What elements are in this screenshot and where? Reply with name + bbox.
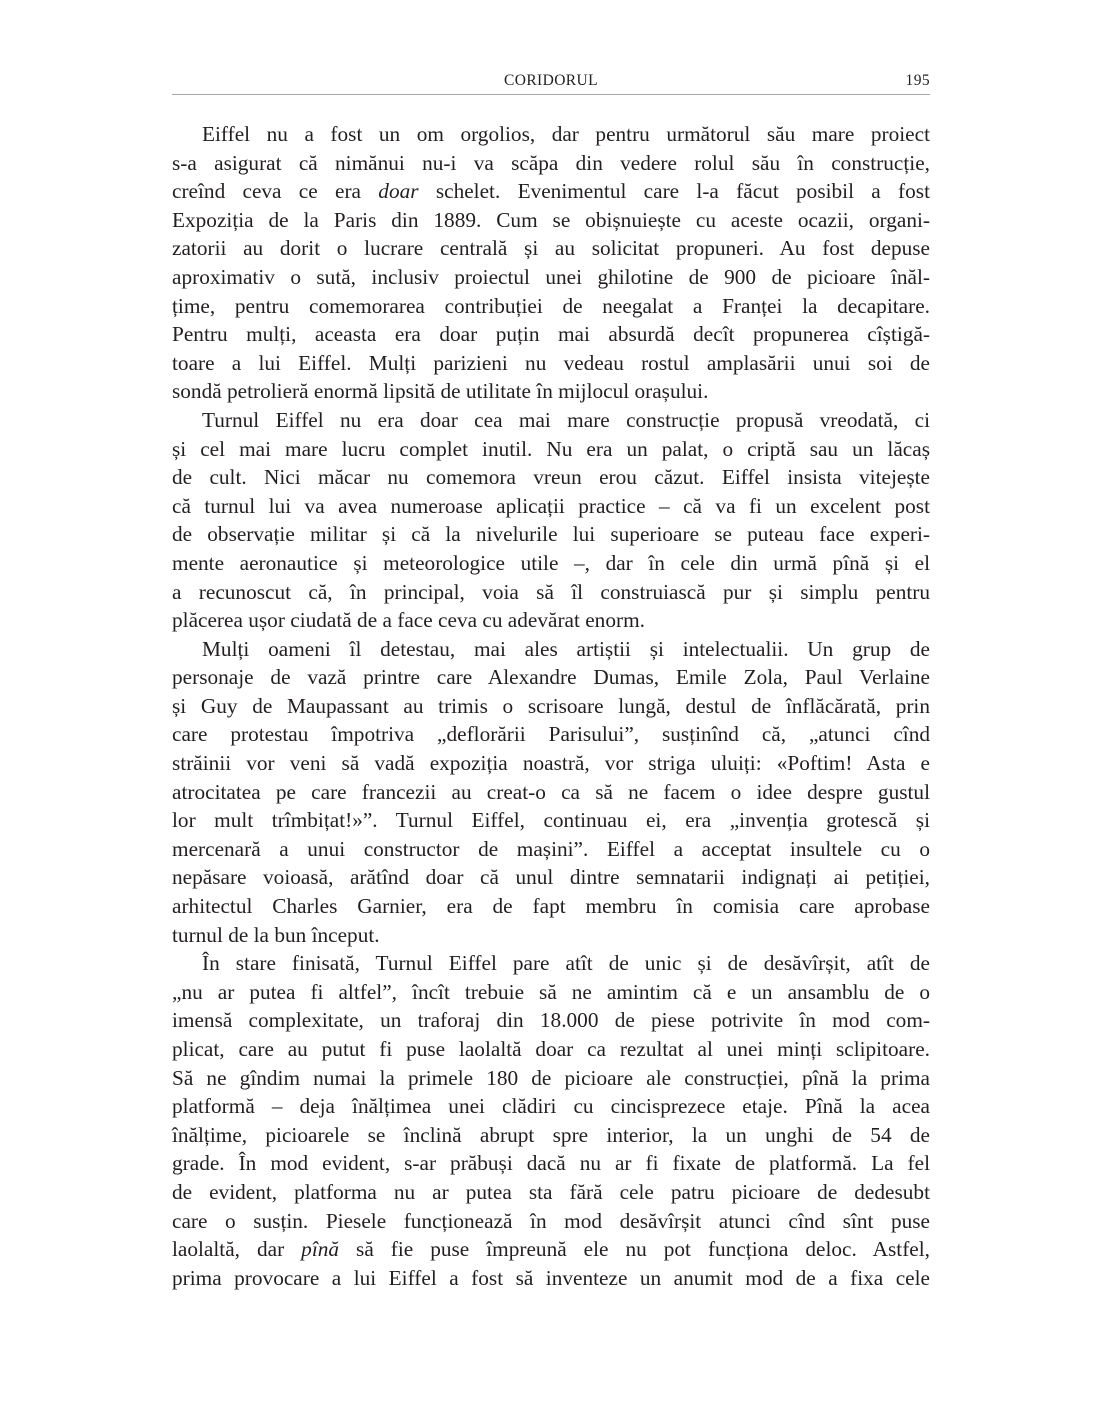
text-line: imensă complexitate, un traforaj din 18.000 de piese potrivite în mod com- [172, 1008, 930, 1033]
book-page [172, 0, 930, 1422]
text-line: care protestau împotriva „deflorării Parisului”, susținînd că, „atunci cînd [172, 722, 930, 747]
text-line: creînd ceva ce era doar schelet. Evenimentul care l-a făcut posibil a fost [172, 179, 930, 204]
running-title: CORIDORUL [503, 72, 599, 89]
text-line: mercenară a unui constructor de mașini”. Eiffel a acceptat insultele cu o [172, 836, 930, 861]
text-line: de evident, platforma nu ar putea sta fără cele patru picioare de dedesubt [172, 1179, 930, 1204]
text-line: nepăsare voioasă, arătînd doar că unul dintre semnatarii indignați ai petiției, [172, 865, 930, 890]
text-line: a recunoscut că, în principal, voia să îl construiască pur și simplu pentru [172, 579, 930, 604]
text-line: aproximativ o sută, inclusiv proiectul unei ghilotine de 900 de picioare înăl- [172, 264, 930, 289]
text-line: platformă – deja înălțimea unei clădiri cu cincisprezece etaje. Pînă la acea [172, 1094, 930, 1119]
text-line: străinii vor veni să vadă expoziția noastră, vor striga uluiți: «Poftim! Asta e [172, 751, 930, 776]
text-line: Eiffel nu a fost un om orgolios, dar pentru următorul său mare proiect [202, 122, 930, 146]
paragraph [172, 635, 930, 950]
text-line: care o susțin. Piesele funcționează în mod desăvîrșit atunci cînd sînt puse [172, 1208, 930, 1233]
text-line: laolaltă, dar pînă să fie puse împreună ele nu pot funcționa deloc. Astfel, [172, 1237, 930, 1262]
text-line: Să ne gîndim numai la primele 180 de picioare ale construcției, pînă la prima [172, 1065, 930, 1090]
running-head [172, 70, 930, 94]
header-rule [172, 94, 930, 95]
text-line: și cel mai mare lucru complet inutil. Nu era un palat, o criptă sau un lăcaș [172, 436, 930, 461]
text-line: În stare finisată, Turnul Eiffel pare atît de unic și de desăvîrșit, atît de [202, 951, 930, 976]
text-line: înălțime, picioarele se înclină abrupt spre interior, la un unghi de 54 de [172, 1122, 930, 1147]
text-line: Expoziția de la Paris din 1889. Cum se obișnuiește cu aceste ocazii, organi- [172, 207, 930, 232]
text-line: turnul de la bun început. [172, 922, 380, 947]
text-line: țime, pentru comemorarea contribuției de neegalat a Franței la decapitare. [172, 293, 930, 318]
text-line: s-a asigurat că nimănui nu-i va scăpa din vedere rolul său în construcție, [172, 150, 930, 175]
text-line: prima provocare a lui Eiffel a fost să inventeze un anumit mod de a fixa cele [172, 1265, 930, 1290]
text-line: arhitectul Charles Garnier, era de fapt membru în comisia care aprobase [172, 894, 930, 919]
text-line: grade. În mod evident, s-ar prăbuși dacă nu ar fi fixate de platformă. La fel [172, 1151, 930, 1176]
text-line: Turnul Eiffel nu era doar cea mai mare construcție propusă vreodată, ci [202, 407, 930, 432]
body-text [172, 120, 930, 1292]
text-line: zatorii au dorit o lucrare centrală și au solicitat propuneri. Au fost depuse [172, 236, 930, 261]
paragraph [172, 406, 930, 635]
text-line: și Guy de Maupassant au trimis o scrisoare lungă, destul de înflăcărată, prin [172, 693, 930, 718]
text-line: lor mult trîmbițat!»”. Turnul Eiffel, continuau ei, era „invenția grotescă și [172, 808, 930, 833]
text-line: sondă petrolieră enormă lipsită de utilitate în mijlocul orașului. [172, 379, 709, 404]
emphasis: pînă [301, 1237, 340, 1262]
text-line: mente aeronautice și meteorologice utile –, dar în cele din urmă pînă și el [172, 550, 930, 575]
paragraph [172, 120, 930, 406]
emphasis: doar [378, 179, 419, 204]
paragraph [172, 949, 930, 1292]
text-line: plăcerea ușor ciudată de a face ceva cu adevărat enorm. [172, 608, 645, 633]
page-number: 195 [905, 72, 930, 89]
text-line: Mulți oameni îl detestau, mai ales artiștii și intelectualii. Un grup de [202, 636, 930, 661]
text-line: plicat, care au putut fi puse laolaltă doar ca rezultat al unei minți sclipitoare. [172, 1037, 930, 1061]
text-line: că turnul lui va avea numeroase aplicații practice – că va fi un excelent post [172, 493, 930, 518]
text-line: de cult. Nici măcar nu comemora vreun erou căzut. Eiffel insista vitejește [172, 465, 930, 490]
text-line: toare a lui Eiffel. Mulți parizieni nu vedeau rostul amplasării unui soi de [172, 350, 930, 375]
text-line: „nu ar putea fi altfel”, încît trebuie să ne amintim că e un ansamblu de o [172, 979, 930, 1004]
text-line: Pentru mulți, aceasta era doar puțin mai absurdă decît propunerea cîștigă- [172, 322, 930, 347]
text-line: de observație militar și că la nivelurile lui superioare se puteau face experi- [172, 522, 930, 547]
text-line: atrocitatea pe care francezii au creat-o ca să ne facem o idee despre gustul [172, 779, 930, 804]
text-line: personaje de vază printre care Alexandre Dumas, Emile Zola, Paul Verlaine [172, 665, 930, 690]
